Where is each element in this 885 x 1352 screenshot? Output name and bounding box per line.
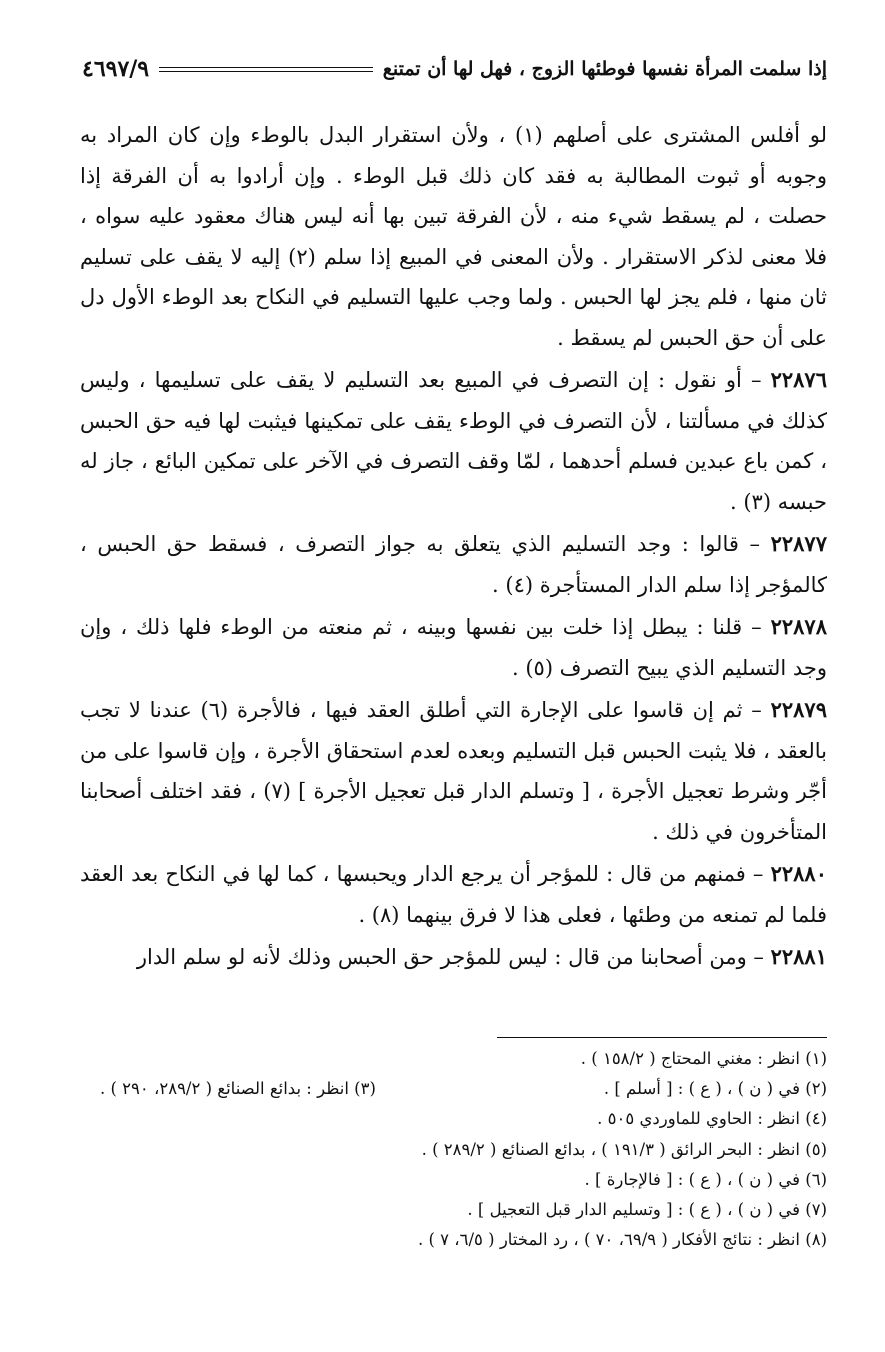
footnote-row [80,1074,827,1104]
footnote: (٧) في ( ن ) ، ( ع ) : [ وتسليم الدار قبل التعجيل ] . [467,1200,827,1220]
footnote: (١) انظر : مغني المحتاج ( ١٥٨/٢ ) . [580,1049,827,1068]
paragraph [80,360,827,522]
main-text [80,115,827,978]
paragraph [80,937,827,978]
footnotes [80,1044,827,1255]
paragraph-text: – فمنهم من قال : للمؤجر أن يرجع الدار ويحبسها ، كما لها في النكاح بعد العقد فلما لم تمنعه من وطئها ، فعلى هذا لا فرق بينهما (٨) . [80,862,827,927]
paragraph [80,115,827,358]
paragraph-text: لو أفلس المشترى على أصلهم (١) ، ولأن استقرار البدل بالوطء وإن كان المراد به وجوبه أو ثبوت المطالبة به فقد كان ذلك قبل الوطء . وإن أرادوا به أن الفرقة إذا حصلت ، لم يسقط شيء منه ، لأن الفرقة تبين بها أنه ليس هناك معقود عليه سواه ، فلا معنى لذكر الاستقرار . ولأن المعنى في المبيع إذا سلم (٢) إليه لا يقف على تسليم ثان منها ، فلم يجز لها الحبس . ولما وجب عليها التسليم في النكاح بعد الوطء الأول دل على أن حق الحبس لم يسقط . [80,123,827,350]
paragraph-number: ٢٢٨٨٠ [770,861,827,886]
footnote: (٨) انظر : نتائج الأفكار ( ٦٩/٩، ٧٠ ) ، رد المختار ( ٦/٥، ٧ ) . [417,1230,827,1250]
paragraph-text: – قالوا : وجد التسليم الذي يتعلق به جواز التصرف ، فسقط حق الحبس ، كالمؤجر إذا سلم الدار المستأجرة (٤) . [80,532,827,597]
paragraph-number: ٢٢٨٧٧ [770,531,827,556]
paragraph-number: ٢٢٨٧٩ [770,697,827,722]
paragraph-text: – قلنا : يبطل إذا خلت بين نفسها وبينه ، ثم منعته من الوطء فلها ذلك ، وإن وجد التسليم الذي يبيح التصرف (٥) . [80,615,827,680]
footnote: (٣) انظر : بدائع الصنائع ( ٢٨٩/٢، ٢٩٠ ) . [100,1079,376,1099]
paragraph-text: – أو نقول : إن التصرف في المبيع بعد التسليم لا يقف على تسليمها ، وليس كذلك في مسألتنا ، لأن التصرف في الوطء يقف على تمكينها فيثبت لها فيه حق الحبس ، كمن باع عبدين فسلم أحدهما ، لمّا وقف التصرف في الآخر على تمكين البائع ، جاز له حبسه (٣) . [80,368,827,514]
header-rule [159,67,373,72]
paragraph [80,854,827,935]
footnote: (٦) في ( ن ) ، ( ع ) : [ فالإجارة ] . [584,1169,827,1189]
paragraph-text: – ومن أصحابنا من قال : ليس للمؤجر حق الحبس وذلك لأنه لو سلم الدار [136,945,764,969]
running-title: إذا سلمت المرأة نفسها فوطئها الزوج ، فهل لها أن تمتنع [382,58,827,80]
footnote: (٥) انظر : البحر الرائق ( ١٩١/٣ ) ، بدائع الصنائع ( ٢٨٩/٢ ) . [421,1139,827,1159]
paragraph-number: ٢٢٨٧٨ [770,614,827,639]
paragraph [80,607,827,688]
paragraph-number: ٢٢٨٨١ [770,944,827,969]
running-header [82,52,827,86]
footnote: (٢) في ( ن ) ، ( ع ) : [ أسلم ] . [603,1079,827,1099]
paragraph [80,690,827,852]
page-number: ٤٦٩٧/٩ [82,56,150,82]
paragraph-number: ٢٢٨٧٦ [770,367,827,392]
footnote: (٤) انظر : الحاوي للماوردي ٥٠٥ . [597,1109,827,1129]
paragraph [80,524,827,605]
paragraph-text: – ثم إن قاسوا على الإجارة التي أطلق العقد فيها ، فالأجرة (٦) عندنا لا تجب بالعقد ، فلا يثبت الحبس قبل التسليم وبعده لعدم استحقاق الأجرة ، وإن قاسوا على من أجّر وشرط تعجيل الأجرة ، [ وتسلم الدار قبل تعجيل الأجرة ] (٧) ، فقد اختلف أصحابنا المتأخرون في ذلك . [80,698,827,844]
footnote-separator [497,1037,827,1038]
